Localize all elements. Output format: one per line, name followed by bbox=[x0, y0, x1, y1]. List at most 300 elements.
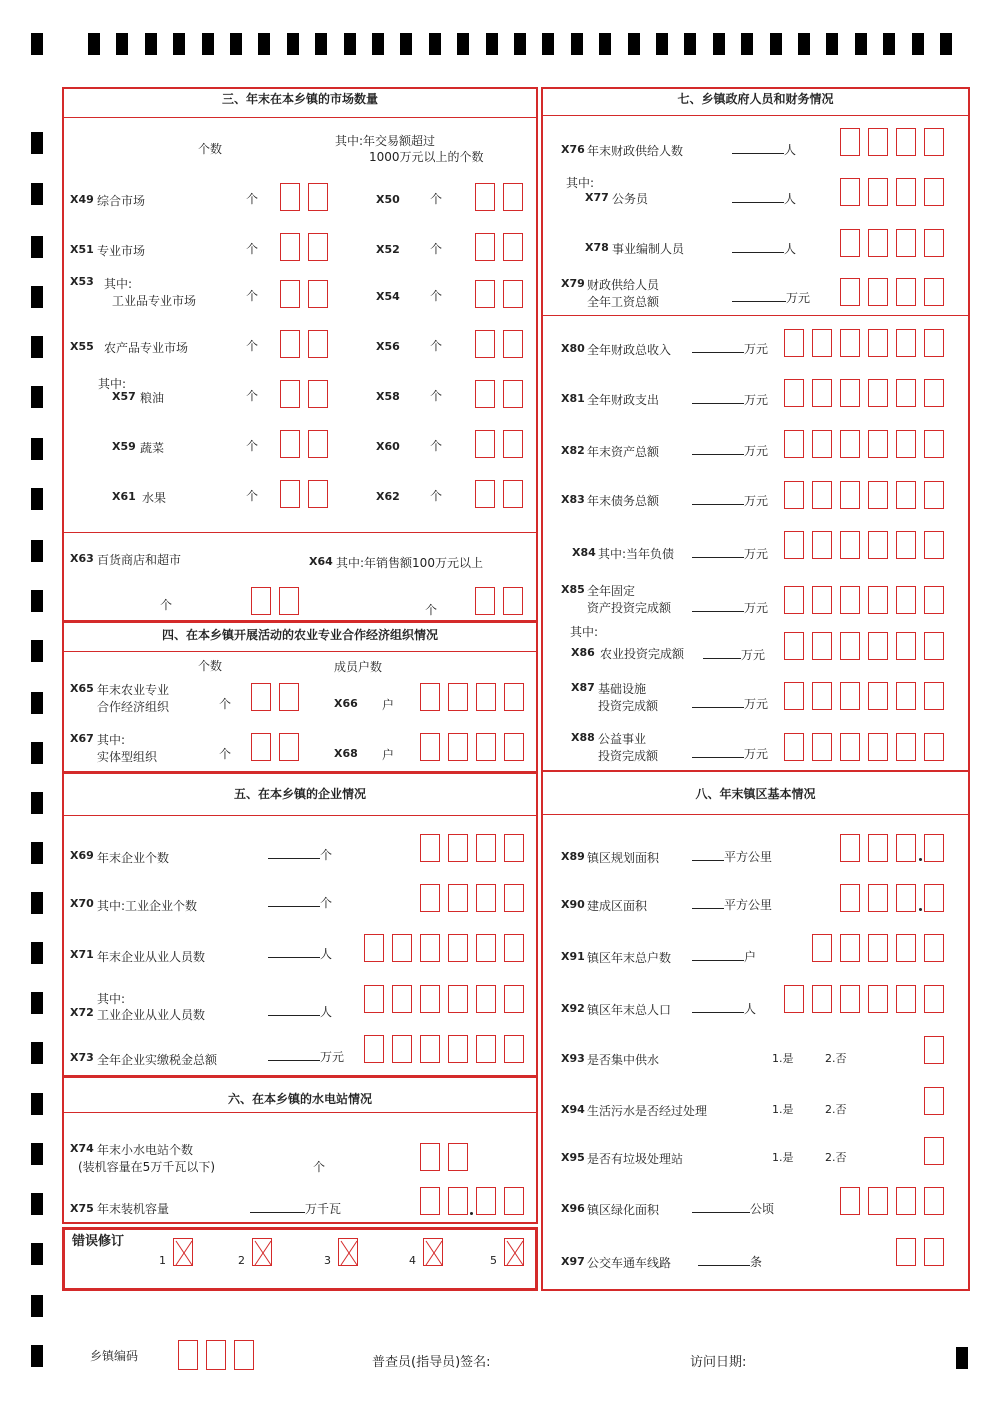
x80-digit-box[interactable] bbox=[812, 329, 832, 357]
error-correction-box[interactable] bbox=[252, 1238, 272, 1266]
x87-digit-box[interactable] bbox=[812, 682, 832, 710]
x74-label-line1: 年末小水电站个数 bbox=[97, 1143, 194, 1157]
x72-digit-box[interactable] bbox=[476, 985, 496, 1013]
x63-digit-box[interactable] bbox=[251, 587, 271, 615]
x73-digit-box[interactable] bbox=[476, 1035, 496, 1063]
section6-title: 六、在本乡镇的水电站情况 bbox=[227, 1092, 372, 1106]
x92-digit-box[interactable] bbox=[840, 985, 860, 1013]
x51-digit-box[interactable] bbox=[280, 233, 300, 261]
x49-digit-box[interactable] bbox=[308, 183, 328, 211]
timing-mark bbox=[31, 236, 43, 258]
x86-digit-box[interactable] bbox=[812, 632, 832, 660]
x65-digit-box[interactable] bbox=[251, 683, 271, 711]
x91-digit-box[interactable] bbox=[896, 934, 916, 962]
x70-digit-box[interactable] bbox=[504, 884, 524, 912]
x81-digit-box[interactable] bbox=[896, 379, 916, 407]
x78-digit-box[interactable] bbox=[868, 229, 888, 257]
x86-digit-box[interactable] bbox=[924, 632, 944, 660]
x63-unit: 个 bbox=[160, 598, 173, 612]
x67-digit-box[interactable] bbox=[251, 733, 271, 761]
x51-unit: 个 bbox=[246, 242, 259, 256]
x70-digit-box[interactable] bbox=[476, 884, 496, 912]
x97-code: X97 bbox=[561, 1255, 585, 1268]
x81-code: X81 bbox=[561, 392, 585, 405]
x95-label: 是否有垃圾处理站 bbox=[587, 1152, 684, 1166]
x92-blank bbox=[692, 1000, 756, 1017]
x69-digit-box[interactable] bbox=[504, 834, 524, 862]
x50-digit-box[interactable] bbox=[475, 183, 495, 211]
x73-code: X73 bbox=[70, 1051, 94, 1064]
x76-blank bbox=[732, 141, 796, 158]
x69-code: X69 bbox=[70, 849, 94, 862]
x54-digit-box[interactable] bbox=[503, 280, 523, 308]
x72-underline bbox=[268, 1003, 320, 1016]
x89-digit-box[interactable] bbox=[924, 834, 944, 862]
x82-underline bbox=[692, 442, 744, 455]
timing-mark bbox=[912, 33, 924, 55]
x86-digit-box[interactable] bbox=[896, 632, 916, 660]
x72-digit-box[interactable] bbox=[504, 985, 524, 1013]
x51-digit-box[interactable] bbox=[308, 233, 328, 261]
x64-digit-box[interactable] bbox=[475, 587, 495, 615]
x91-digit-box[interactable] bbox=[812, 934, 832, 962]
timing-mark bbox=[713, 33, 725, 55]
x72-digit-box[interactable] bbox=[448, 985, 468, 1013]
x65-code: X65 bbox=[70, 682, 94, 695]
timing-mark bbox=[372, 33, 384, 55]
x87-digit-box[interactable] bbox=[784, 682, 804, 710]
timing-mark bbox=[656, 33, 668, 55]
x68-digit-box[interactable] bbox=[448, 733, 468, 761]
x92-digit-box[interactable] bbox=[924, 985, 944, 1013]
x53-digit-box[interactable] bbox=[280, 280, 300, 308]
error-correction-box[interactable] bbox=[423, 1238, 443, 1266]
x90-code: X90 bbox=[561, 898, 585, 911]
error-correction-number: 3 bbox=[324, 1254, 331, 1267]
x88-digit-box[interactable] bbox=[840, 733, 860, 761]
x91-digit-box[interactable] bbox=[924, 934, 944, 962]
x73-digit-box[interactable] bbox=[364, 1035, 384, 1063]
x87-digit-box[interactable] bbox=[868, 682, 888, 710]
x83-digit-box[interactable] bbox=[840, 481, 860, 509]
x82-digit-box[interactable] bbox=[896, 430, 916, 458]
x56-digit-box[interactable] bbox=[503, 330, 523, 358]
x85-code: X85 bbox=[561, 583, 585, 596]
x72-digit-box[interactable] bbox=[392, 985, 412, 1013]
x86-digit-box[interactable] bbox=[840, 632, 860, 660]
x90-digit-box[interactable] bbox=[896, 884, 916, 912]
x68-code: X68 bbox=[334, 747, 358, 760]
x52-digit-box[interactable] bbox=[503, 233, 523, 261]
x97-digit-box[interactable] bbox=[896, 1238, 916, 1266]
x91-unit: 户 bbox=[744, 950, 757, 964]
x70-digit-box[interactable] bbox=[448, 884, 468, 912]
timing-mark bbox=[855, 33, 867, 55]
x57-digit-box[interactable] bbox=[308, 380, 328, 408]
x78-digit-box[interactable] bbox=[896, 229, 916, 257]
timing-mark bbox=[826, 33, 838, 55]
x94-option-no: 2.否 bbox=[825, 1103, 847, 1116]
x81-digit-box[interactable] bbox=[812, 379, 832, 407]
x81-label: 全年财政支出 bbox=[587, 393, 660, 407]
x77-digit-box[interactable] bbox=[868, 178, 888, 206]
x96-unit: 公顷 bbox=[750, 1202, 775, 1216]
x69-digit-box[interactable] bbox=[420, 834, 440, 862]
x68-digit-box[interactable] bbox=[476, 733, 496, 761]
x85-digit-box[interactable] bbox=[868, 586, 888, 614]
x82-unit: 万元 bbox=[744, 444, 769, 458]
x59-digit-box[interactable] bbox=[308, 430, 328, 458]
x84-digit-box[interactable] bbox=[896, 531, 916, 559]
x61-label: 水果 bbox=[142, 491, 167, 505]
x77-digit-box[interactable] bbox=[896, 178, 916, 206]
x96-digit-box[interactable] bbox=[896, 1187, 916, 1215]
x87-code: X87 bbox=[571, 681, 595, 694]
s3-col-sub-line1: 其中:年交易额超过 bbox=[335, 134, 436, 148]
cross-mark-icon bbox=[339, 1239, 359, 1267]
x89-digit-box[interactable] bbox=[840, 834, 860, 862]
x90-digit-box[interactable] bbox=[868, 884, 888, 912]
x82-digit-box[interactable] bbox=[784, 430, 804, 458]
x71-blank bbox=[268, 945, 332, 962]
x77-digit-box[interactable] bbox=[924, 178, 944, 206]
x58-unit: 个 bbox=[430, 389, 443, 403]
x83-unit: 万元 bbox=[744, 494, 769, 508]
x97-label: 公交车通车线路 bbox=[587, 1256, 672, 1270]
x59-unit: 个 bbox=[246, 439, 259, 453]
x53-digit-box[interactable] bbox=[308, 280, 328, 308]
x67-digit-box[interactable] bbox=[279, 733, 299, 761]
x81-digit-box[interactable] bbox=[924, 379, 944, 407]
x83-digit-box[interactable] bbox=[812, 481, 832, 509]
x74-digit-box[interactable] bbox=[420, 1143, 440, 1171]
x91-label: 镇区年末总户数 bbox=[587, 951, 672, 965]
x58-digit-box[interactable] bbox=[503, 380, 523, 408]
timing-mark bbox=[798, 33, 810, 55]
x73-digit-box[interactable] bbox=[504, 1035, 524, 1063]
x76-label: 年末财政供给人数 bbox=[587, 144, 684, 158]
x85-label-line2: 资产投资完成额 bbox=[587, 601, 672, 615]
x69-underline bbox=[268, 846, 320, 859]
x70-digit-box[interactable] bbox=[420, 884, 440, 912]
x56-digit-box[interactable] bbox=[475, 330, 495, 358]
x82-digit-box[interactable] bbox=[840, 430, 860, 458]
town-code-box[interactable] bbox=[178, 1340, 198, 1370]
x69-digit-box[interactable] bbox=[448, 834, 468, 862]
x86-label: 农业投资完成额 bbox=[600, 647, 685, 661]
x88-digit-box[interactable] bbox=[812, 733, 832, 761]
x87-label-line2: 投资完成额 bbox=[598, 699, 659, 713]
x84-digit-box[interactable] bbox=[840, 531, 860, 559]
x91-digit-box[interactable] bbox=[868, 934, 888, 962]
x60-code: X60 bbox=[376, 440, 400, 453]
x83-digit-box[interactable] bbox=[784, 481, 804, 509]
section3-header-rule bbox=[62, 117, 538, 118]
timing-mark bbox=[571, 33, 583, 55]
x49-unit: 个 bbox=[246, 192, 259, 206]
x68-digit-box[interactable] bbox=[504, 733, 524, 761]
x82-digit-box[interactable] bbox=[868, 430, 888, 458]
x96-digit-box[interactable] bbox=[840, 1187, 860, 1215]
x88-digit-box[interactable] bbox=[868, 733, 888, 761]
x64-digit-box[interactable] bbox=[503, 587, 523, 615]
x80-digit-box[interactable] bbox=[840, 329, 860, 357]
x60-digit-box[interactable] bbox=[503, 430, 523, 458]
x95-digit-box[interactable] bbox=[924, 1137, 944, 1165]
x90-decimal-point bbox=[919, 908, 922, 911]
section7-title: 七、乡镇政府人员和财务情况 bbox=[677, 92, 834, 106]
x75-code: X75 bbox=[70, 1202, 94, 1215]
x50-code: X50 bbox=[376, 193, 400, 206]
x96-digit-box[interactable] bbox=[924, 1187, 944, 1215]
x74-digit-box[interactable] bbox=[448, 1143, 468, 1171]
x57-digit-box[interactable] bbox=[280, 380, 300, 408]
x86-digit-box[interactable] bbox=[784, 632, 804, 660]
x66-digit-box[interactable] bbox=[476, 683, 496, 711]
x71-digit-box[interactable] bbox=[448, 934, 468, 962]
x76-digit-box[interactable] bbox=[868, 128, 888, 156]
x85-digit-box[interactable] bbox=[896, 586, 916, 614]
x72-unit: 人 bbox=[320, 1005, 333, 1019]
x75-digit-box[interactable] bbox=[420, 1187, 440, 1215]
x80-blank bbox=[692, 340, 768, 357]
x58-digit-box[interactable] bbox=[475, 380, 495, 408]
timing-mark bbox=[31, 942, 43, 964]
x65-digit-box[interactable] bbox=[279, 683, 299, 711]
x71-digit-box[interactable] bbox=[476, 934, 496, 962]
section4-title: 四、在本乡镇开展活动的农业专业合作经济组织情况 bbox=[161, 628, 438, 642]
x77-label-prefix: 其中: bbox=[566, 176, 595, 190]
x85-digit-box[interactable] bbox=[812, 586, 832, 614]
x66-digit-box[interactable] bbox=[420, 683, 440, 711]
timing-mark bbox=[883, 33, 895, 55]
x66-digit-box[interactable] bbox=[448, 683, 468, 711]
timing-mark bbox=[628, 33, 640, 55]
x61-digit-box[interactable] bbox=[308, 480, 328, 508]
x88-digit-box[interactable] bbox=[896, 733, 916, 761]
x75-digit-box[interactable] bbox=[476, 1187, 496, 1215]
x87-digit-box[interactable] bbox=[840, 682, 860, 710]
x92-digit-box[interactable] bbox=[868, 985, 888, 1013]
x79-digit-box[interactable] bbox=[840, 278, 860, 306]
x97-digit-box[interactable] bbox=[924, 1238, 944, 1266]
x50-digit-box[interactable] bbox=[503, 183, 523, 211]
x83-digit-box[interactable] bbox=[896, 481, 916, 509]
x77-code: X77 bbox=[585, 191, 609, 204]
x71-digit-box[interactable] bbox=[420, 934, 440, 962]
x86-underline bbox=[703, 646, 741, 659]
x93-code: X93 bbox=[561, 1052, 585, 1065]
x90-digit-box[interactable] bbox=[840, 884, 860, 912]
s3-col-count: 个数 bbox=[198, 142, 223, 156]
x78-digit-box[interactable] bbox=[840, 229, 860, 257]
x69-blank bbox=[268, 846, 332, 863]
x69-digit-box[interactable] bbox=[476, 834, 496, 862]
x86-digit-box[interactable] bbox=[868, 632, 888, 660]
x73-digit-box[interactable] bbox=[392, 1035, 412, 1063]
section3-title: 三、年末在本乡镇的市场数量 bbox=[221, 92, 378, 106]
x92-digit-box[interactable] bbox=[812, 985, 832, 1013]
timing-mark bbox=[31, 892, 43, 914]
x81-digit-box[interactable] bbox=[784, 379, 804, 407]
x63-digit-box[interactable] bbox=[279, 587, 299, 615]
town-code-label: 乡镇编码 bbox=[90, 1349, 139, 1363]
x57-label-prefix: 其中: bbox=[98, 377, 127, 391]
x76-digit-box[interactable] bbox=[896, 128, 916, 156]
x80-digit-box[interactable] bbox=[896, 329, 916, 357]
x55-digit-box[interactable] bbox=[308, 330, 328, 358]
x80-code: X80 bbox=[561, 342, 585, 355]
x85-digit-box[interactable] bbox=[840, 586, 860, 614]
x54-digit-box[interactable] bbox=[475, 280, 495, 308]
x73-digit-box[interactable] bbox=[448, 1035, 468, 1063]
x66-unit: 户 bbox=[382, 698, 395, 712]
section4-header-rule bbox=[62, 651, 538, 652]
x90-underline bbox=[692, 896, 724, 909]
s3-col-sub-line2: 1000万元以上的个数 bbox=[369, 150, 484, 164]
x89-code: X89 bbox=[561, 850, 585, 863]
x96-label: 镇区绿化面积 bbox=[587, 1203, 660, 1217]
x61-digit-box[interactable] bbox=[280, 480, 300, 508]
x79-digit-box[interactable] bbox=[868, 278, 888, 306]
x90-digit-box[interactable] bbox=[924, 884, 944, 912]
x80-digit-box[interactable] bbox=[924, 329, 944, 357]
x85-underline bbox=[692, 599, 744, 612]
timing-mark bbox=[31, 842, 43, 864]
section5-panel bbox=[62, 772, 538, 1077]
x49-digit-box[interactable] bbox=[280, 183, 300, 211]
timing-mark bbox=[315, 33, 327, 55]
section7-divider bbox=[541, 315, 970, 316]
signature-label: 普查员(指导员)签名: bbox=[372, 1355, 491, 1370]
x80-unit: 万元 bbox=[744, 342, 769, 356]
x82-digit-box[interactable] bbox=[924, 430, 944, 458]
x77-digit-box[interactable] bbox=[840, 178, 860, 206]
x62-digit-box[interactable] bbox=[475, 480, 495, 508]
error-correction-box[interactable] bbox=[504, 1238, 524, 1266]
x83-digit-box[interactable] bbox=[924, 481, 944, 509]
timing-mark bbox=[31, 1193, 43, 1215]
x87-digit-box[interactable] bbox=[924, 682, 944, 710]
x79-code: X79 bbox=[561, 277, 585, 290]
x73-blank bbox=[268, 1048, 344, 1065]
x66-digit-box[interactable] bbox=[504, 683, 524, 711]
x72-blank bbox=[268, 1003, 332, 1020]
x64-label: 其中:年销售额100万元以上 bbox=[336, 556, 483, 570]
x82-digit-box[interactable] bbox=[812, 430, 832, 458]
x84-digit-box[interactable] bbox=[812, 531, 832, 559]
x52-digit-box[interactable] bbox=[475, 233, 495, 261]
error-correction-box[interactable] bbox=[338, 1238, 358, 1266]
timing-mark bbox=[31, 692, 43, 714]
x91-digit-box[interactable] bbox=[840, 934, 860, 962]
x84-digit-box[interactable] bbox=[924, 531, 944, 559]
x59-digit-box[interactable] bbox=[280, 430, 300, 458]
x75-digit-box[interactable] bbox=[504, 1187, 524, 1215]
x74-code: X74 bbox=[70, 1142, 94, 1155]
x87-underline bbox=[692, 695, 744, 708]
x88-digit-box[interactable] bbox=[924, 733, 944, 761]
x90-label: 建成区面积 bbox=[587, 899, 648, 913]
town-code-box[interactable] bbox=[234, 1340, 254, 1370]
x55-digit-box[interactable] bbox=[280, 330, 300, 358]
error-correction-box[interactable] bbox=[173, 1238, 193, 1266]
x52-unit: 个 bbox=[430, 242, 443, 256]
timing-mark bbox=[684, 33, 696, 55]
x72-digit-box[interactable] bbox=[420, 985, 440, 1013]
x83-label: 年末债务总额 bbox=[587, 494, 660, 508]
x97-underline bbox=[698, 1253, 750, 1266]
x92-unit: 人 bbox=[744, 1002, 757, 1016]
timing-mark bbox=[230, 33, 242, 55]
x79-digit-box[interactable] bbox=[896, 278, 916, 306]
x78-unit: 人 bbox=[784, 242, 797, 256]
x75-digit-box[interactable] bbox=[448, 1187, 468, 1215]
x54-code: X54 bbox=[376, 290, 400, 303]
x85-digit-box[interactable] bbox=[924, 586, 944, 614]
x80-digit-box[interactable] bbox=[868, 329, 888, 357]
timing-mark bbox=[31, 640, 43, 662]
x87-digit-box[interactable] bbox=[896, 682, 916, 710]
x88-digit-box[interactable] bbox=[784, 733, 804, 761]
x62-unit: 个 bbox=[430, 489, 443, 503]
x96-digit-box[interactable] bbox=[868, 1187, 888, 1215]
x97-blank bbox=[698, 1253, 762, 1270]
x69-label: 年末企业个数 bbox=[97, 851, 170, 865]
timing-mark bbox=[31, 1042, 43, 1064]
timing-mark bbox=[31, 1295, 43, 1317]
timing-mark bbox=[31, 183, 43, 205]
x50-unit: 个 bbox=[430, 192, 443, 206]
x94-label: 生活污水是否经过处理 bbox=[587, 1104, 708, 1118]
x93-digit-box[interactable] bbox=[924, 1036, 944, 1064]
x76-digit-box[interactable] bbox=[924, 128, 944, 156]
x68-digit-box[interactable] bbox=[420, 733, 440, 761]
x94-digit-box[interactable] bbox=[924, 1087, 944, 1115]
town-code-box[interactable] bbox=[206, 1340, 226, 1370]
x70-underline bbox=[268, 894, 320, 907]
x73-digit-box[interactable] bbox=[420, 1035, 440, 1063]
x81-digit-box[interactable] bbox=[868, 379, 888, 407]
x92-digit-box[interactable] bbox=[784, 985, 804, 1013]
x80-digit-box[interactable] bbox=[784, 329, 804, 357]
x75-unit: 万千瓦 bbox=[305, 1202, 342, 1216]
x71-digit-box[interactable] bbox=[392, 934, 412, 962]
x89-digit-box[interactable] bbox=[896, 834, 916, 862]
x71-digit-box[interactable] bbox=[504, 934, 524, 962]
x72-label-prefix: 其中: bbox=[97, 992, 126, 1006]
x84-digit-box[interactable] bbox=[868, 531, 888, 559]
x92-digit-box[interactable] bbox=[896, 985, 916, 1013]
x78-label: 事业编制人员 bbox=[612, 242, 685, 256]
x76-digit-box[interactable] bbox=[840, 128, 860, 156]
x79-digit-box[interactable] bbox=[924, 278, 944, 306]
x83-digit-box[interactable] bbox=[868, 481, 888, 509]
section3-divider bbox=[62, 532, 538, 533]
x92-underline bbox=[692, 1000, 744, 1013]
x81-digit-box[interactable] bbox=[840, 379, 860, 407]
x84-code: X84 bbox=[572, 546, 596, 559]
x71-digit-box[interactable] bbox=[364, 934, 384, 962]
x72-digit-box[interactable] bbox=[364, 985, 384, 1013]
x67-code: X67 bbox=[70, 732, 94, 745]
x60-digit-box[interactable] bbox=[475, 430, 495, 458]
x89-digit-box[interactable] bbox=[868, 834, 888, 862]
x84-digit-box[interactable] bbox=[784, 531, 804, 559]
x78-digit-box[interactable] bbox=[924, 229, 944, 257]
x85-digit-box[interactable] bbox=[784, 586, 804, 614]
x62-digit-box[interactable] bbox=[503, 480, 523, 508]
